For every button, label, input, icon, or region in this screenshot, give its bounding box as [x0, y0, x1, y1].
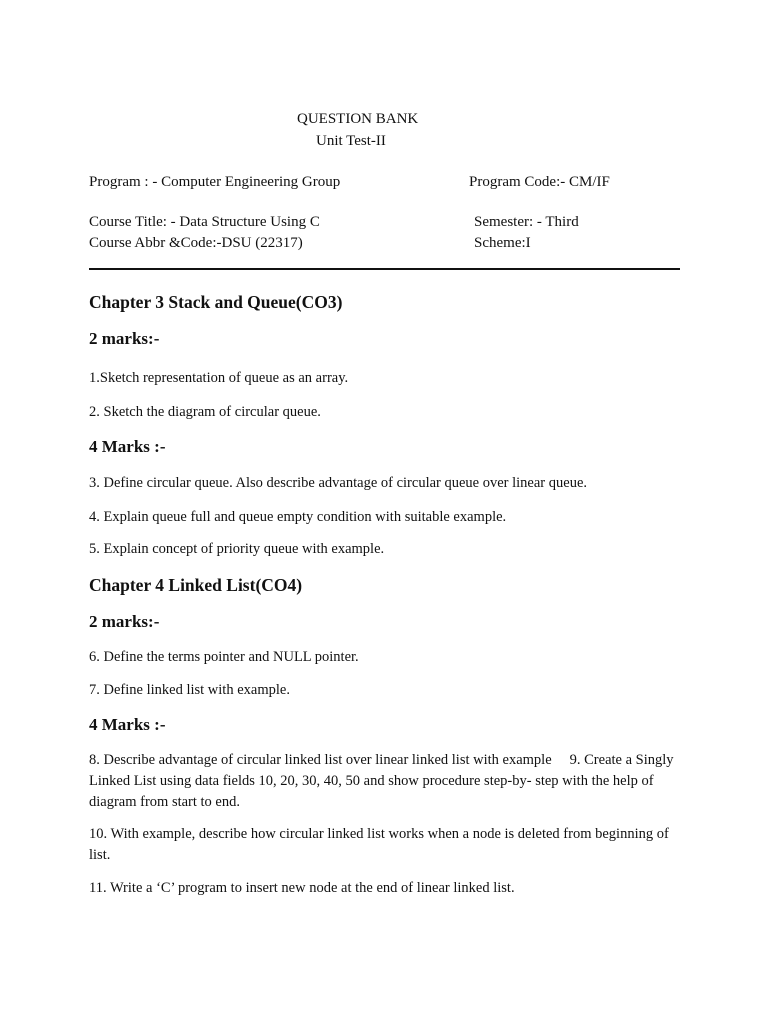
question-7: 7. Define linked list with example. [89, 682, 290, 698]
question-9: 9. Create a Singly Linked List using data fields 10, 20, 30, 40, 50 and show procedure step-by- step with the help of diagram from start to end. [89, 752, 674, 810]
question-10: 10. With example, describe how circular linked list works when a node is deleted from beginning of list. [89, 826, 669, 863]
program-code-label: Program Code:- CM/IF [469, 174, 610, 190]
chapter-4-2marks-label: 2 marks:- [89, 612, 160, 631]
question-3: 3. Define circular queue. Also describe advantage of circular queue over linear queue. [89, 475, 588, 491]
course-title-label: Course Title: - Data Structure Using C [89, 214, 320, 230]
chapter-3-4marks-label: 4 Marks :- [89, 437, 166, 456]
questions-8-9-paragraph [89, 750, 681, 813]
question-4: 4. Explain queue full and queue empty condition with suitable example. [89, 509, 507, 525]
document-title: QUESTION BANK [297, 111, 419, 127]
document-subtitle: Unit Test-II [316, 133, 386, 149]
semester-label: Semester: - Third [474, 214, 579, 230]
chapter-3-2marks-label: 2 marks:- [89, 329, 160, 348]
scheme-label: Scheme:I [474, 235, 531, 251]
chapter-3-heading: Chapter 3 Stack and Queue(CO3) [89, 292, 343, 312]
question-8: 8. Describe advantage of circular linked list over linear linked list with example [89, 752, 552, 768]
question-6: 6. Define the terms pointer and NULL pointer. [89, 649, 359, 665]
chapter-4-4marks-label: 4 Marks :- [89, 715, 166, 734]
question-5: 5. Explain concept of priority queue with example. [89, 541, 385, 557]
question-11: 11. Write a ‘C’ program to insert new node at the end of linear linked list. [89, 880, 515, 896]
program-label: Program : - Computer Engineering Group [89, 174, 341, 190]
course-abbr-label: Course Abbr &Code:-DSU (22317) [89, 235, 303, 251]
header-divider [89, 268, 680, 270]
question-2: 2. Sketch the diagram of circular queue. [89, 404, 321, 420]
chapter-4-heading: Chapter 4 Linked List(CO4) [89, 575, 303, 595]
question-1: 1.Sketch representation of queue as an array. [89, 370, 349, 386]
